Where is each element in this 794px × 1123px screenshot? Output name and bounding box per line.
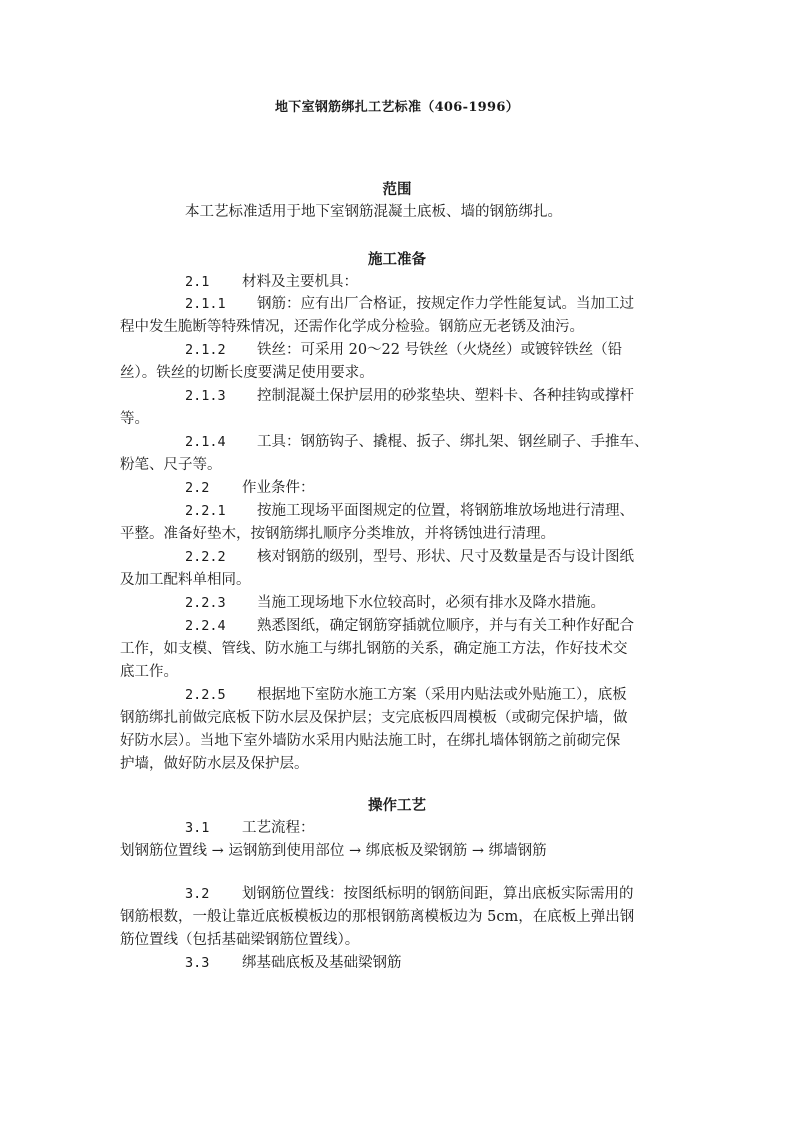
scope-text: 本工艺标准适用于地下室钢筋混凝土底板、墙的钢筋绑扎。 <box>185 204 562 220</box>
clause-2-2-5-line2: 钢筋绑扎前做完底板下防水层及保护层；支完底板四周模板（或砌完保护墙，做 <box>120 710 628 726</box>
clause-2-2-5-line3: 好防水层）。当地下室外墙防水采用内贴法施工时，在绑扎墙体钢筋之前砌完保 <box>120 733 621 749</box>
clause-2-2-5-line1: 根据地下室防水施工方案（采用内贴法或外贴施工），底板 <box>257 687 627 703</box>
clause-2-2-text: 作业条件： <box>242 480 315 496</box>
process-flow-line: 划钢筋位置线 → 运钢筋到使用部位 → 绑底板及梁钢筋 → 绑墙钢筋 <box>120 843 547 859</box>
section-heading-scope: 范围 <box>382 181 412 198</box>
clause-2-2-4-line2: 工作，如支模、管线、防水施工与绑扎钢筋的关系，确定施工方法，作好技术交 <box>120 641 628 657</box>
clause-2-2-1-number: 2.2.1 <box>185 503 226 519</box>
clause-2-1-2-number: 2.1.2 <box>185 342 226 358</box>
clause-3-2-number: 3.2 <box>185 886 210 902</box>
clause-2-2-1-line1: 按施工现场平面图规定的位置，将钢筋堆放场地进行清理、 <box>257 503 634 519</box>
clause-2-2-2-line2: 及加工配料单相同。 <box>120 572 251 588</box>
clause-2-1-3-line2: 等。 <box>120 411 149 427</box>
clause-3-2-line2: 钢筋根数，一般让靠近底板模板边的那根钢筋离模板边为 5cm，在底板上弹出钢 <box>120 909 635 925</box>
clause-2-1-1-line2: 程中发生脆断等特殊情况，还需作化学成分检验。钢筋应无老锈及油污。 <box>120 319 584 335</box>
clause-2-1-4-number: 2.1.4 <box>185 434 226 450</box>
clause-2-2-4-line1: 熟悉图纸，确定钢筋穿插就位顺序，并与有关工种作好配合 <box>257 618 634 634</box>
clause-2-2-3-number: 2.2.3 <box>185 595 226 611</box>
section-heading-preparation: 施工准备 <box>368 251 426 268</box>
clause-2-2-2-line1: 核对钢筋的级别，型号、形状、尺寸及数量是否与设计图纸 <box>257 549 634 565</box>
clause-2-2-4-number: 2.2.4 <box>185 618 226 634</box>
clause-2-1-1-number: 2.1.1 <box>185 296 226 312</box>
clause-2-1-3-number: 2.1.3 <box>185 388 226 404</box>
clause-3-3-text: 绑基础底板及基础梁钢筋 <box>242 955 402 971</box>
clause-2-1-4-line1: 工具：钢筋钩子、撬棍、扳子、绑扎架、钢丝刷子、手推车、 <box>257 434 649 450</box>
clause-2-1-text: 材料及主要机具： <box>242 274 358 290</box>
section-heading-process: 操作工艺 <box>368 797 426 814</box>
clause-3-2-line3: 筋位置线（包括基础梁钢筋位置线）。 <box>120 932 360 948</box>
clause-3-2-line1: 划钢筋位置线：按图纸标明的钢筋间距，算出底板实际需用的 <box>242 886 634 902</box>
clause-2-1-2-line1: 铁丝：可采用 20～22 号铁丝（火烧丝）或镀锌铁丝（铅 <box>257 342 623 358</box>
clause-3-3-number: 3.3 <box>185 955 210 971</box>
clause-3-1-number: 3.1 <box>185 820 210 836</box>
clause-2-2-number: 2.2 <box>185 480 210 496</box>
clause-2-2-3-line1: 当施工现场地下水位较高时，必须有排水及降水措施。 <box>257 595 605 611</box>
clause-2-1-1-line1: 钢筋：应有出厂合格证，按规定作力学性能复试。当加工过 <box>257 296 634 312</box>
clause-2-2-5-number: 2.2.5 <box>185 687 226 703</box>
clause-2-1-number: 2.1 <box>185 274 210 290</box>
clause-2-1-4-line2: 粉笔、尺子等。 <box>120 457 222 473</box>
clause-2-2-1-line2: 平整。准备好垫木，按钢筋绑扎顺序分类堆放，并将锈蚀进行清理。 <box>120 526 555 542</box>
clause-2-1-3-line1: 控制混凝土保护层用的砂浆垫块、塑料卡、各种挂钩或撑杆 <box>257 388 634 404</box>
clause-3-1-text: 工艺流程： <box>242 820 315 836</box>
clause-2-2-2-number: 2.2.2 <box>185 549 226 565</box>
clause-2-2-4-line3: 底工作。 <box>120 664 178 680</box>
document-title: 地下室钢筋绑扎工艺标准（406-1996） <box>274 100 519 115</box>
clause-2-1-2-line2: 丝）。铁丝的切断长度要满足使用要求。 <box>120 365 374 381</box>
clause-2-2-5-line4: 护墙，做好防水层及保护层。 <box>120 756 309 772</box>
